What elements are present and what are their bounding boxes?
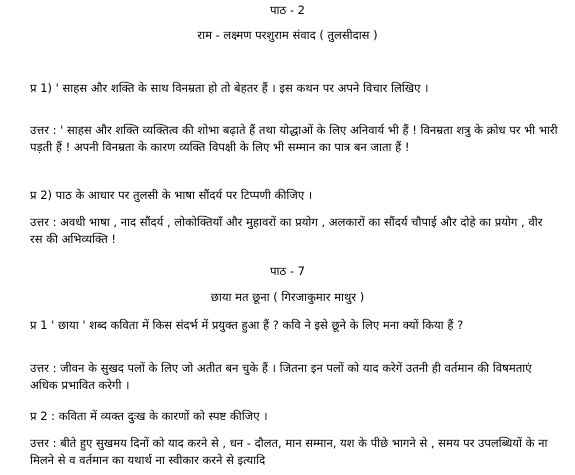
answer-4: उत्तर : बीते हुए सुखमय दिनों को याद करने से , धन - दौलत, मान सम्मान, यश के पीछे भागने से , समय पर उपलब्धियों के ना मिलने से व वर्तमान का यथार्थ ना स्वीकार करने से इत्यादि xyxy=(30,436,548,467)
question-2: प्र 2) पाठ के आधार पर तुलसी के भाषा सौंदर्य पर टिप्पणी कीजिए । xyxy=(30,188,313,202)
answer-2: उत्तर : अवधी भाषा , नाद सौंदर्य , लोकोक्तियाँ और मुहावरों का प्रयोग , अलकारों का सौंदर्य चौपाई और दोहे का प्रयोग , वीर रस की अभिव्यक्ति ! xyxy=(30,215,543,246)
lesson-2-title: राम - लक्ष्मण परशुराम संवाद ( तुलसीदास ) xyxy=(197,28,378,42)
question-1: प्र 1) ' साहस और शक्ति के साथ विनम्रता हो तो बेहतर हैं । इस कथन पर अपने विचार लिखिए । xyxy=(30,81,429,95)
lesson-7-title: छाया मत छूना ( गिरजाकुमार माथुर ) xyxy=(210,290,365,304)
lesson-7-heading: पाठ - 7 xyxy=(270,264,305,278)
question-3: प्र 1 ' छाया ' शब्द कविता में किस संदर्भ में प्रयुक्त हुआ हैं ? कवि ने इसे छूने के लिए मना क्यों किया हैं ? xyxy=(30,318,464,332)
question-4: प्र 2 : कविता में व्यक्त दुःख के कारणों को स्पष्ट कीजिए । xyxy=(30,409,268,423)
answer-1: उत्तर : ' साहस और शक्ति व्यक्तित्व की शोभा बढ़ाते हैं तथा योद्धाओं के लिए अनिवार्य भी हैं ! विनम्रता शत्रु के क्रोध पर भी भारी पड़ती हैं ! अपनी विनम्रता के कारण व्यक्ति विपक्षी के लिए भी सम्मान का पात्र बन जाता हैं ! xyxy=(30,123,558,154)
lesson-2-heading: पाठ - 2 xyxy=(270,3,305,17)
answer-3: उत्तर : जीवन के सुखद पलों के लिए जो अतीत बन चुके हैं । जितना इन पलों को याद करेगें उतनी ही वर्तमान की विषमताएं अधिक प्रभावित करेगी । xyxy=(30,361,532,392)
